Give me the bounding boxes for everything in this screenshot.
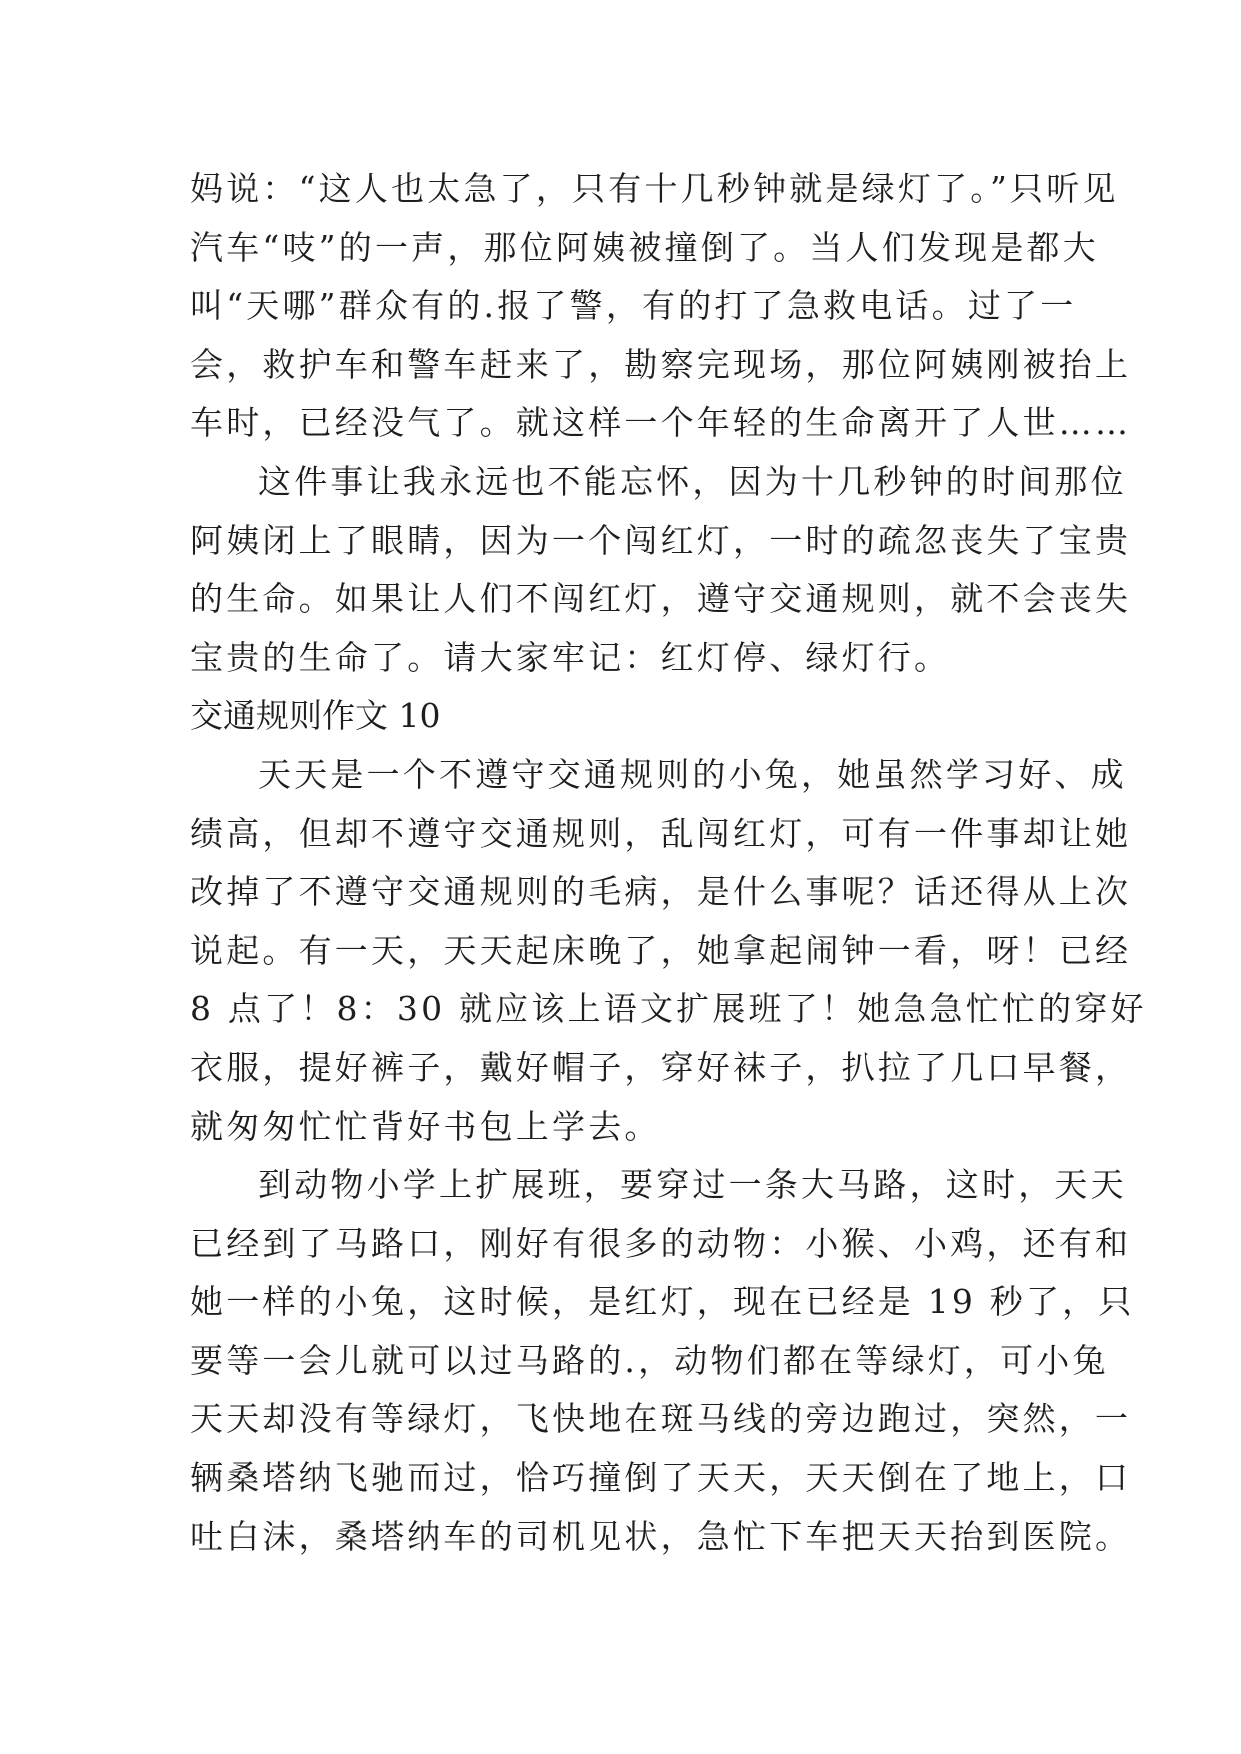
text-line: 叫“天哪”群众有的.报了警，有的打了急救电话。过了一	[190, 286, 1077, 326]
text-line: 天天却没有等绿灯，飞快地在斑马线的旁边跑过，突然，一	[190, 1399, 1132, 1439]
text-line: 的生命。如果让人们不闯红灯，遵守交通规则，就不会丧失	[190, 579, 1132, 619]
text-line: 绩高，但却不遵守交通规则，乱闯红灯，可有一件事却让她	[190, 813, 1132, 853]
text-line: 8 点了！8：30 就应该上语文扩展班了！她急急忙忙的穿好	[190, 989, 1147, 1029]
text-line: 妈说：“这人也太急了，只有十几秒钟就是绿灯了。”只听见	[190, 169, 1119, 208]
text-line: 改掉了不遵守交通规则的毛病，是什么事呢？话还得从上次	[190, 872, 1132, 912]
text-line: 阿姨闭上了眼睛，因为一个闯红灯，一时的疏忽丧失了宝贵	[190, 520, 1132, 560]
text-line: 汽车“吱”的一声，那位阿姨被撞倒了。当人们发现是都大	[190, 227, 1099, 267]
text-line: 宝贵的生命了。请大家牢记：红灯停、绿灯行。	[190, 637, 951, 677]
text-line: 要等一会儿就可以过马路的.，动物们都在等绿灯，可小兔	[190, 1340, 1109, 1380]
text-line: 车时，已经没气了。就这样一个年轻的生命离开了人世……	[190, 403, 1132, 443]
text-line: 衣服，提好裤子，戴好帽子，穿好袜子，扒拉了几口早餐，	[190, 1047, 1132, 1087]
text-line: 吐白沫，桑塔纳车的司机见状，急忙下车把天天抬到医院。	[190, 1516, 1132, 1556]
text-line: 会，救护车和警车赶来了，勘察完现场，那位阿姨刚被抬上	[190, 344, 1132, 384]
section-heading: 交通规则作文 10	[190, 696, 441, 736]
text-line: 就匆匆忙忙背好书包上学去。	[190, 1106, 661, 1146]
text-line: 天天是一个不遵守交通规则的小兔，她虽然学习好、成	[258, 754, 1127, 794]
document-body	[190, 160, 1147, 1566]
text-line: 说起。有一天，天天起床晚了，她拿起闹钟一看，呀！已经	[190, 930, 1132, 970]
text-line: 已经到了马路口，刚好有很多的动物：小猴、小鸡，还有和	[190, 1223, 1132, 1263]
text-line: 她一样的小兔，这时候，是红灯，现在已经是 19 秒了，只	[190, 1282, 1135, 1322]
text-line: 这件事让我永远也不能忘怀，因为十几秒钟的时间那位	[258, 461, 1127, 501]
text-line: 到动物小学上扩展班，要穿过一条大马路，这时，天天	[258, 1165, 1127, 1205]
text-line: 辆桑塔纳飞驰而过，恰巧撞倒了天天，天天倒在了地上，口	[190, 1458, 1132, 1498]
